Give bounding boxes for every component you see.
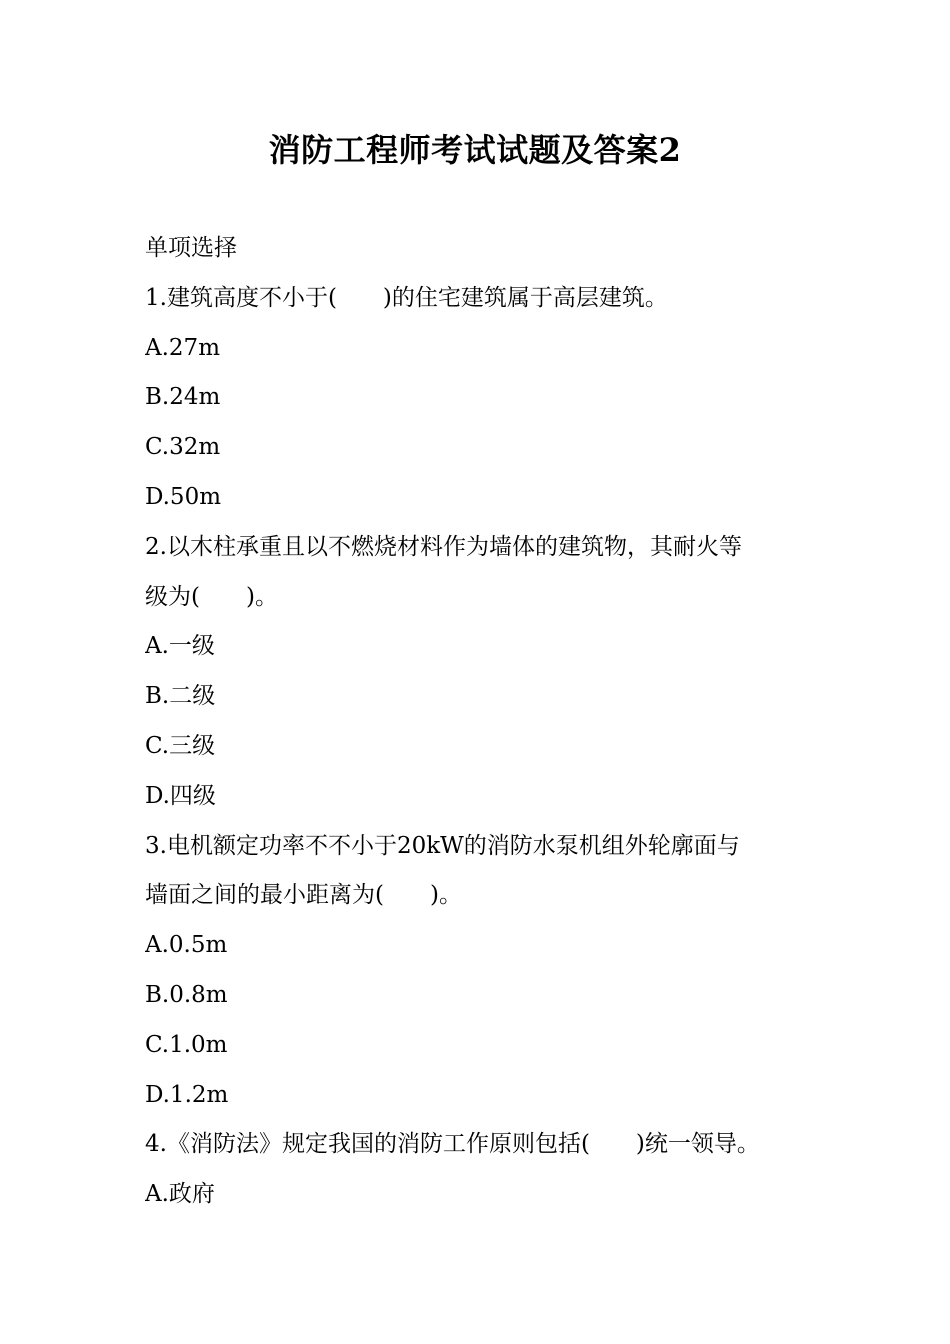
option-d: D.四级: [145, 782, 216, 809]
option-a: A.0.5m: [145, 932, 228, 959]
option-c: C.32m: [145, 434, 221, 461]
document-body: [145, 224, 813, 1220]
option-b: B.24m: [145, 384, 221, 411]
option-d: D.1.2m: [145, 1081, 229, 1108]
question-2: [145, 523, 813, 822]
question-stem: 4.《消防法》规定我国的消防工作原则包括( )统一领导。: [145, 1131, 760, 1158]
question-stem: 2.以木柱承重且以不燃烧材料作为墙体的建筑物，其耐火等: [145, 533, 742, 560]
question-stem-continued: 级为( )。: [145, 583, 278, 610]
option-a: A.27m: [145, 334, 220, 361]
question-1: [145, 274, 813, 523]
option-a: A.一级: [145, 633, 215, 660]
option-d: D.50m: [145, 483, 222, 510]
section-heading: 单项选择: [145, 235, 237, 261]
option-c: C.1.0m: [145, 1031, 228, 1058]
question-4: [145, 1120, 813, 1220]
option-b: B.0.8m: [145, 981, 228, 1008]
question-stem: 1.建筑高度不小于( )的住宅建筑属于高层建筑。: [145, 284, 668, 311]
question-3: [145, 822, 813, 1121]
question-stem-continued: 墙面之间的最小距离为( )。: [145, 882, 462, 909]
option-c: C.三级: [145, 732, 216, 759]
page-title: 消防工程师考试试题及答案2: [268, 131, 682, 169]
option-b: B.二级: [145, 683, 216, 710]
option-a: A.政府: [145, 1181, 215, 1208]
question-stem: 3.电机额定功率不不小于20kW的消防水泵机组外轮廓面与: [145, 832, 740, 859]
